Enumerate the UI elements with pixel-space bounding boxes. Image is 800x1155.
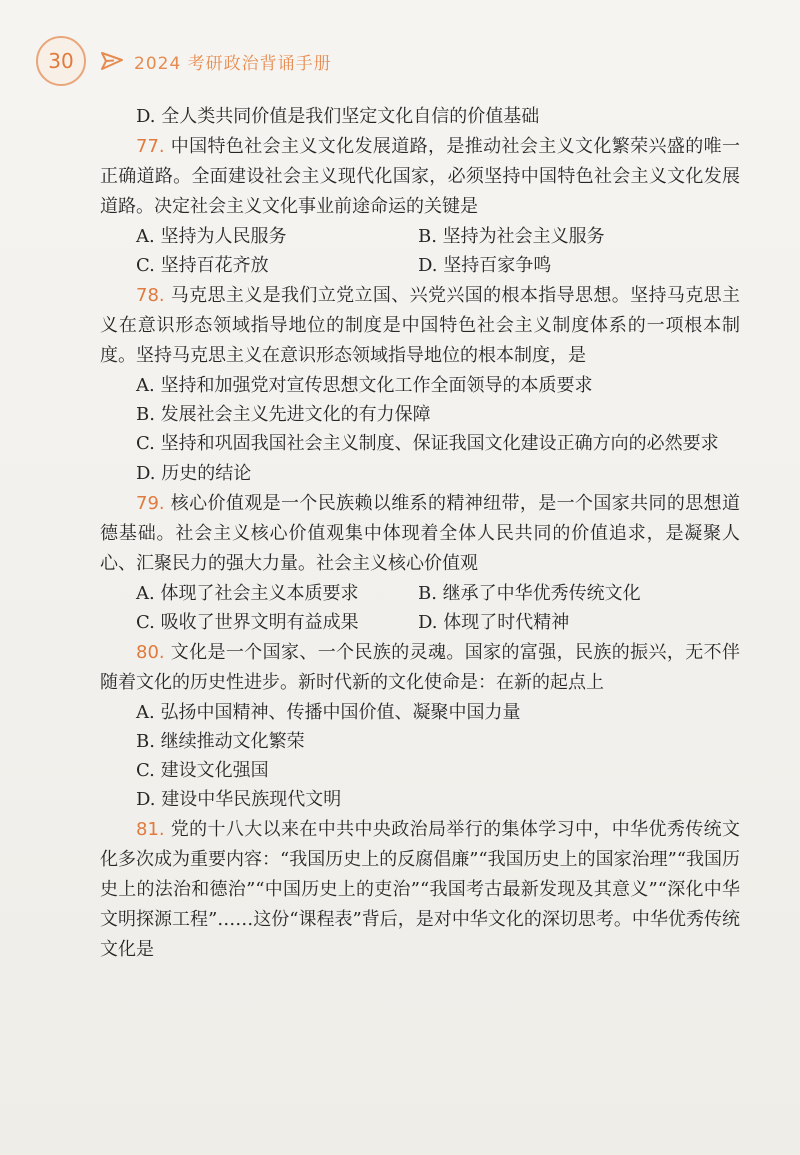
option-d: D. 坚持百家争鸣 (418, 255, 552, 276)
option-b: B. 继续推动文化繁荣 (136, 731, 305, 752)
page-header (36, 36, 332, 86)
option-c: C. 坚持和巩固我国社会主义制度、保证我国文化建设正确方向的必然要求 (136, 433, 719, 454)
question-stem: 77. 中国特色社会主义文化发展道路，是推动社会主义文化繁荣兴盛的唯一正确道路。全面建设社会主义现代化国家，必须坚持中国特色社会主义文化发展道路。决定社会主义文化事业前途命运的关键是 (100, 136, 740, 217)
option-d: D. 体现了时代精神 (418, 612, 570, 633)
option-a: A. 坚持为人民服务 (136, 226, 287, 247)
question-number: 77. (136, 136, 165, 157)
options (100, 579, 740, 637)
options (100, 222, 740, 280)
previous-question-option: D. 全人类共同价值是我们坚定文化自信的价值基础 (136, 106, 540, 127)
option-b: B. 坚持为社会主义服务 (418, 226, 605, 247)
option-a: A. 弘扬中国精神、传播中国价值、凝聚中国力量 (136, 702, 521, 723)
page-content (100, 96, 740, 965)
question-80 (100, 638, 740, 814)
question-stem: 79. 核心价值观是一个民族赖以维系的精神纽带，是一个国家共同的思想道德基础。社会主义核心价值观集中体现着全体人民共同的价值追求，是凝聚人心、汇聚民力的强大力量。社会主义核心价值观 (100, 493, 740, 574)
page-number: 30 (36, 36, 86, 86)
question-number: 80. (136, 642, 165, 663)
option-c: C. 建设文化强国 (136, 760, 269, 781)
option-b: B. 继承了中华优秀传统文化 (418, 583, 641, 604)
option-d: D. 建设中华民族现代文明 (136, 789, 342, 810)
question-78 (100, 281, 740, 488)
question-number: 81. (136, 819, 165, 840)
option-b: B. 发展社会主义先进文化的有力保障 (136, 404, 431, 425)
option-a: A. 坚持和加强党对宣传思想文化工作全面领导的本质要求 (136, 375, 593, 396)
question-79 (100, 489, 740, 637)
question-77 (100, 132, 740, 280)
option-c: C. 吸收了世界文明有益成果 (136, 612, 359, 633)
paper-plane-icon (100, 49, 124, 73)
option-c: C. 坚持百花齐放 (136, 255, 269, 276)
book-title: 2024 考研政治背诵手册 (134, 53, 332, 74)
question-number: 78. (136, 285, 165, 306)
question-stem: 80. 文化是一个国家、一个民族的灵魂。国家的富强，民族的振兴，无不伴随着文化的历史性进步。新时代新的文化使命是：在新的起点上 (100, 642, 740, 693)
question-stem: 81. 党的十八大以来在中共中央政治局举行的集体学习中，中华优秀传统文化多次成为重要内容：“我国历史上的反腐倡廉”“我国历史上的国家治理”“我国历史上的法治和德治”“中国历史上的吏治”“我国考古最新发现及其意义”“深化中华文明探源工程”……这份“课程表”背后，是对中华文化的深切思考。中华优秀传统文化是 (100, 819, 741, 960)
option-d: D. 历史的结论 (136, 463, 252, 484)
option-a: A. 体现了社会主义本质要求 (136, 583, 359, 604)
question-stem: 78. 马克思主义是我们立党立国、兴党兴国的根本指导思想。坚持马克思主义在意识形态领域指导地位的制度是中国特色社会主义制度体系的一项根本制度。坚持马克思主义在意识形态领域指导地位的根本制度，是 (100, 285, 740, 366)
question-number: 79. (136, 493, 165, 514)
question-81 (100, 815, 740, 965)
